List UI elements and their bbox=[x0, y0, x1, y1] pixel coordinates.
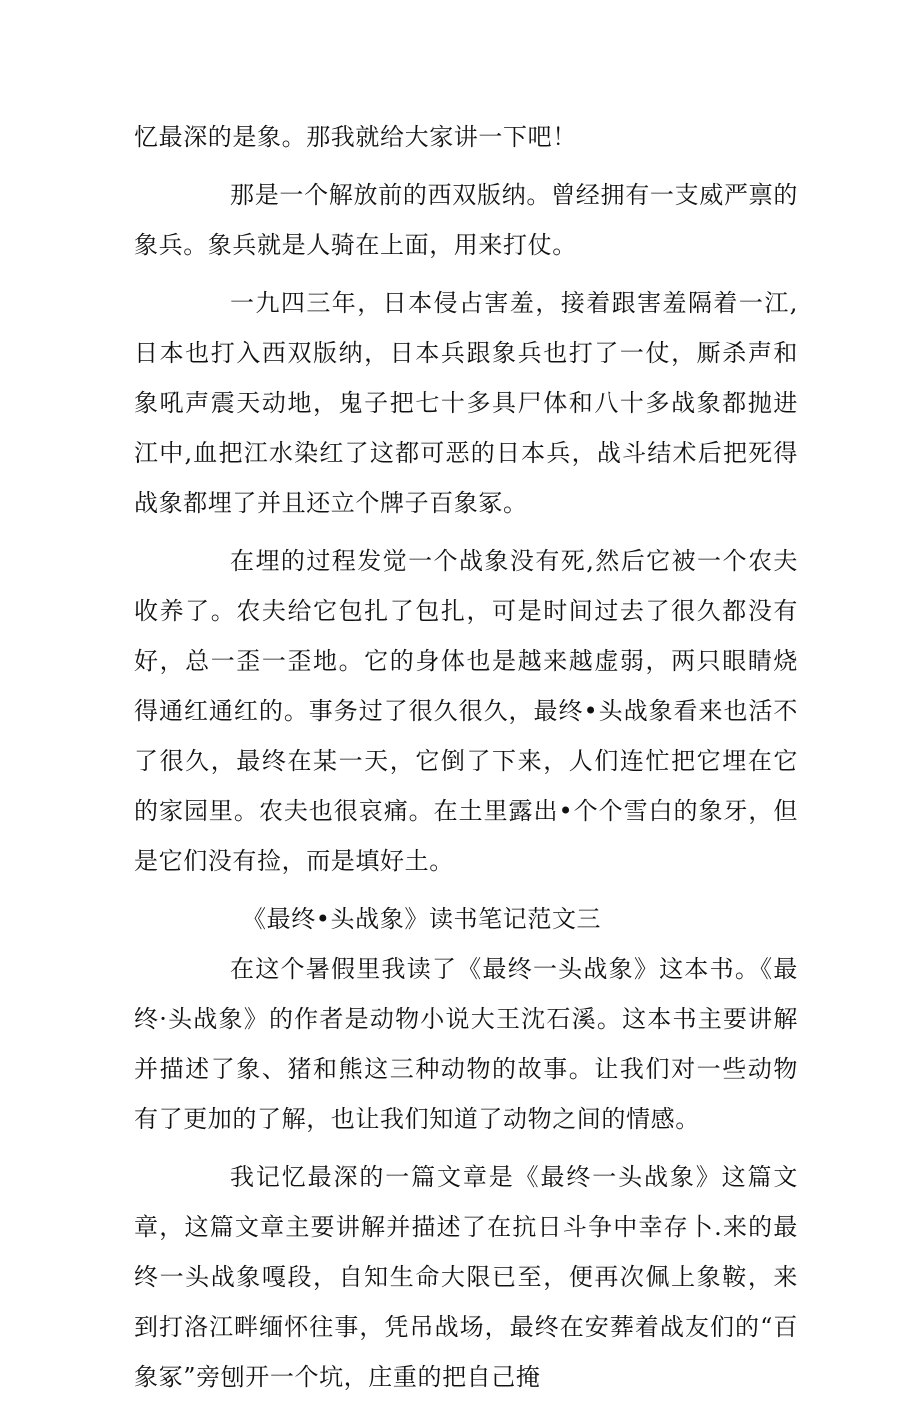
paragraph-continued: 忆最深的是象。那我就给大家讲一下吧！ bbox=[134, 123, 577, 151]
paragraph-summer-reading: 在这个暑假里我读了《最终一头战象》这本书。《最终·头战象》的作者是动物小说大王沈石溪。这本书主要讲解并描述了象、猪和熊这三种动物的故事。让我们对一些动物有了更加的了解，也让我们知道了动物之间的情感。 bbox=[134, 955, 798, 1133]
section-heading: 《最终•头战象》读书笔记范文三 bbox=[242, 905, 602, 933]
paragraph-xishuangbanna: 那是一个解放前的西双版纳。曾经拥有一支威严禀的象兵。象兵就是人骑在上面，用来打仗。 bbox=[134, 181, 798, 259]
paragraph-farmer: 在埋的过程发觉一个战象没有死,然后它被一个农夫收养了。农夫给它包扎了包扎，可是时间过去了很久都没有好，总一歪一歪地。它的身体也是越来越虚弱，两只眼睛烧得通红通红的。事务过了很久很久，最终•头战象看来也活不了很久，最终在某一天，它倒了下来，人们连忙把它埋在它的家园里。农夫也很哀痛。在土里露出•个个雪白的象牙，但是它们没有捡，而是填好土。 bbox=[134, 547, 798, 875]
paragraph-1943: 一九四三年，日本侵占害羞，接着跟害羞隔着一江,日本也打入西双版纳，日本兵跟象兵也打了一仗，厮杀声和象吼声震天动地，鬼子把七十多具尸体和八十多战象都抛进江中,血把江水染红了这都可恶的日本兵，战斗结术后把死得战象都埋了并且还立个牌子百象冢。 bbox=[134, 289, 798, 517]
paragraph-memorable-article: 我记忆最深的一篇文章是《最终一头战象》这篇文章，这篇文章主要讲解并描述了在抗日斗争中幸存卜.来的最终一头战象嘎段，自知生命大限已至，便再次佩上象鞍，来到打洛江畔缅怀往事，凭吊战场，最终在安葬着战友们的“百象冢”旁刨开一个坑，庄重的把自己掩 bbox=[134, 1163, 798, 1391]
document-body bbox=[134, 112, 798, 1402]
